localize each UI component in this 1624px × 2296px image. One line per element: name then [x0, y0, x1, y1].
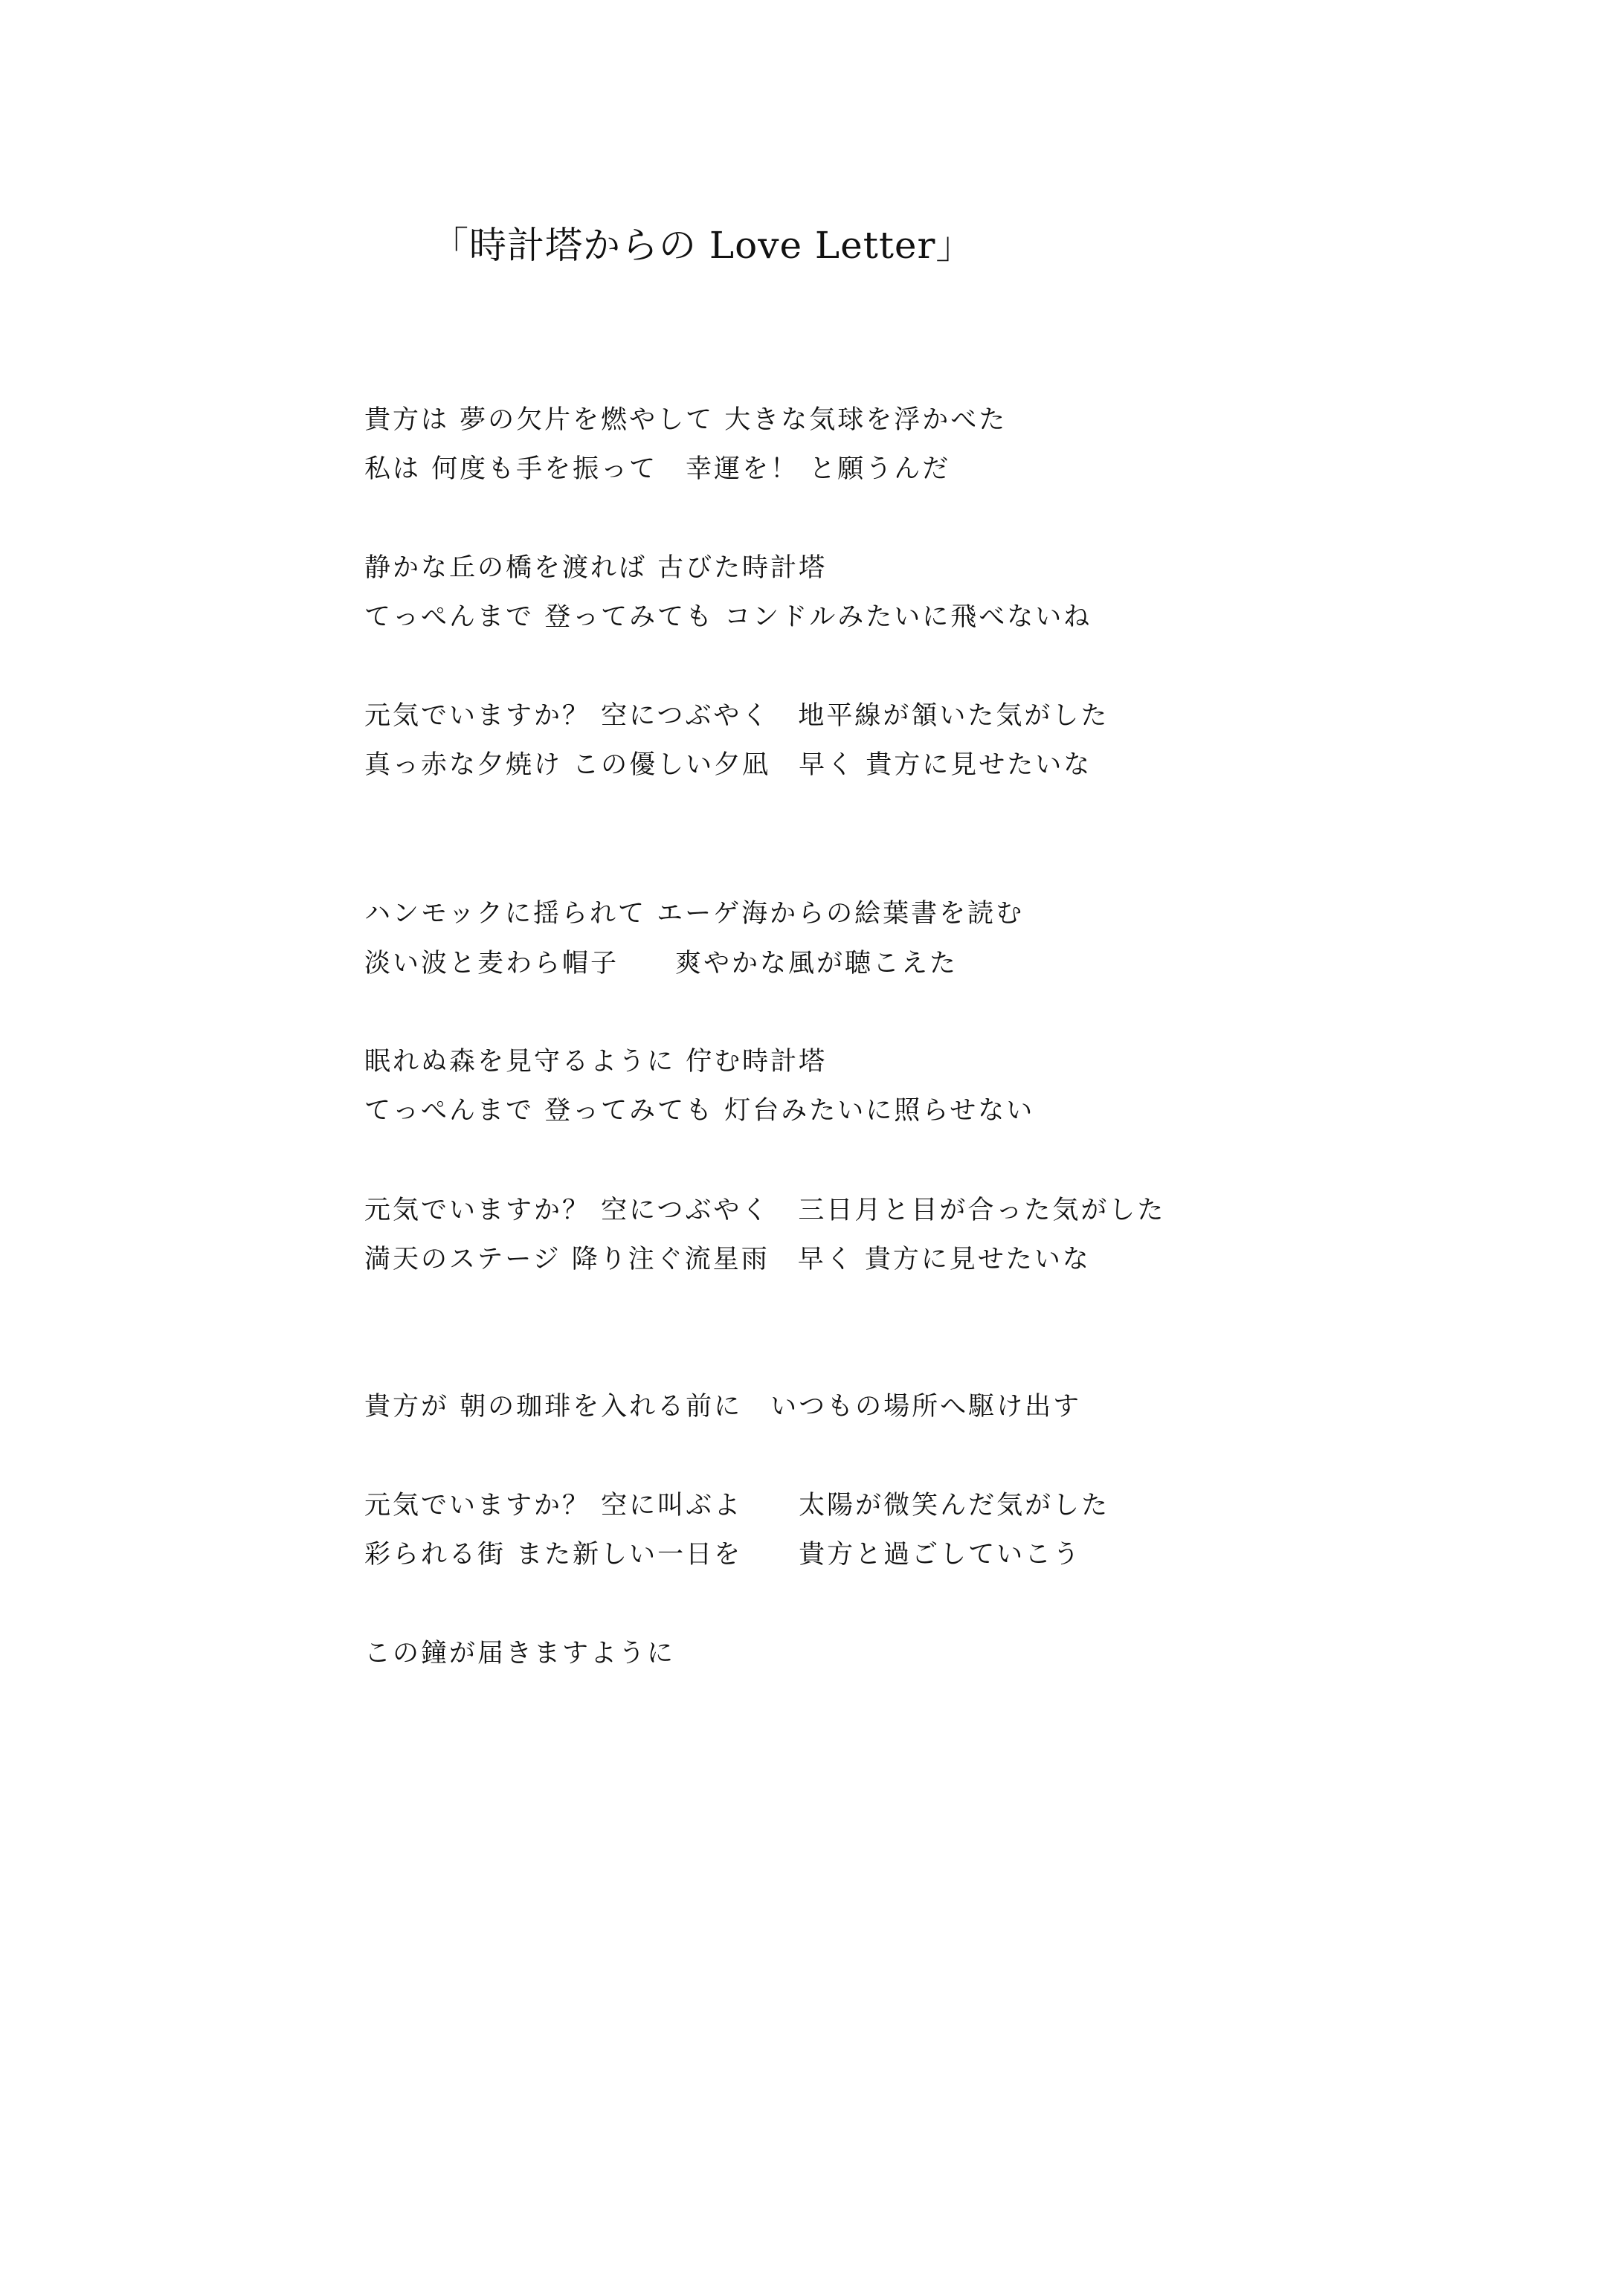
song-title: 「時計塔からの Love Letter」 [431, 224, 974, 267]
lyric-line: 貴方は 夢の欠片を燃やして 大きな気球を浮かべた [364, 405, 1008, 435]
lyric-line: 元気でいますか？ 空につぶやく 三日月と目が合った気がした [364, 1196, 1166, 1225]
lyric-line: 満天のステージ 降り注ぐ流星雨 早く 貴方に見せたいな [364, 1245, 1091, 1274]
lyric-line: ハンモックに揺られて エーゲ海からの絵葉書を読む [364, 899, 1025, 929]
lyric-line: 静かな丘の橋を渡れば 古びた時計塔 [364, 553, 828, 583]
lyric-line: 元気でいますか？ 空に叫ぶよ 太陽が微笑んだ気がした [364, 1491, 1110, 1521]
lyric-line: この鐘が届きますように [364, 1639, 676, 1668]
lyric-line: てっぺんまで 登ってみても コンドルみたいに飛べないね [364, 602, 1092, 632]
lyric-line: 眠れぬ森を見守るように 佇む時計塔 [364, 1047, 828, 1077]
lyric-line: 淡い波と麦わら帽子 爽やかな風が聴こえた [364, 949, 958, 978]
lyric-line: てっぺんまで 登ってみても 灯台みたいに照らせない [364, 1096, 1035, 1126]
lyric-line: 貴方が 朝の珈琲を入れる前に いつもの場所へ駆け出す [364, 1392, 1082, 1422]
lyric-line: 元気でいますか？ 空につぶやく 地平線が頷いた気がした [364, 701, 1109, 731]
lyric-line: 彩られる街 また新しい一日を 貴方と過ごしていこう [364, 1540, 1082, 1570]
lyric-line: 真っ赤な夕焼け この優しい夕凪 早く 貴方に見せたいな [364, 750, 1092, 780]
lyric-line: 私は 何度も手を振って 幸運を！ と願うんだ [364, 454, 951, 484]
